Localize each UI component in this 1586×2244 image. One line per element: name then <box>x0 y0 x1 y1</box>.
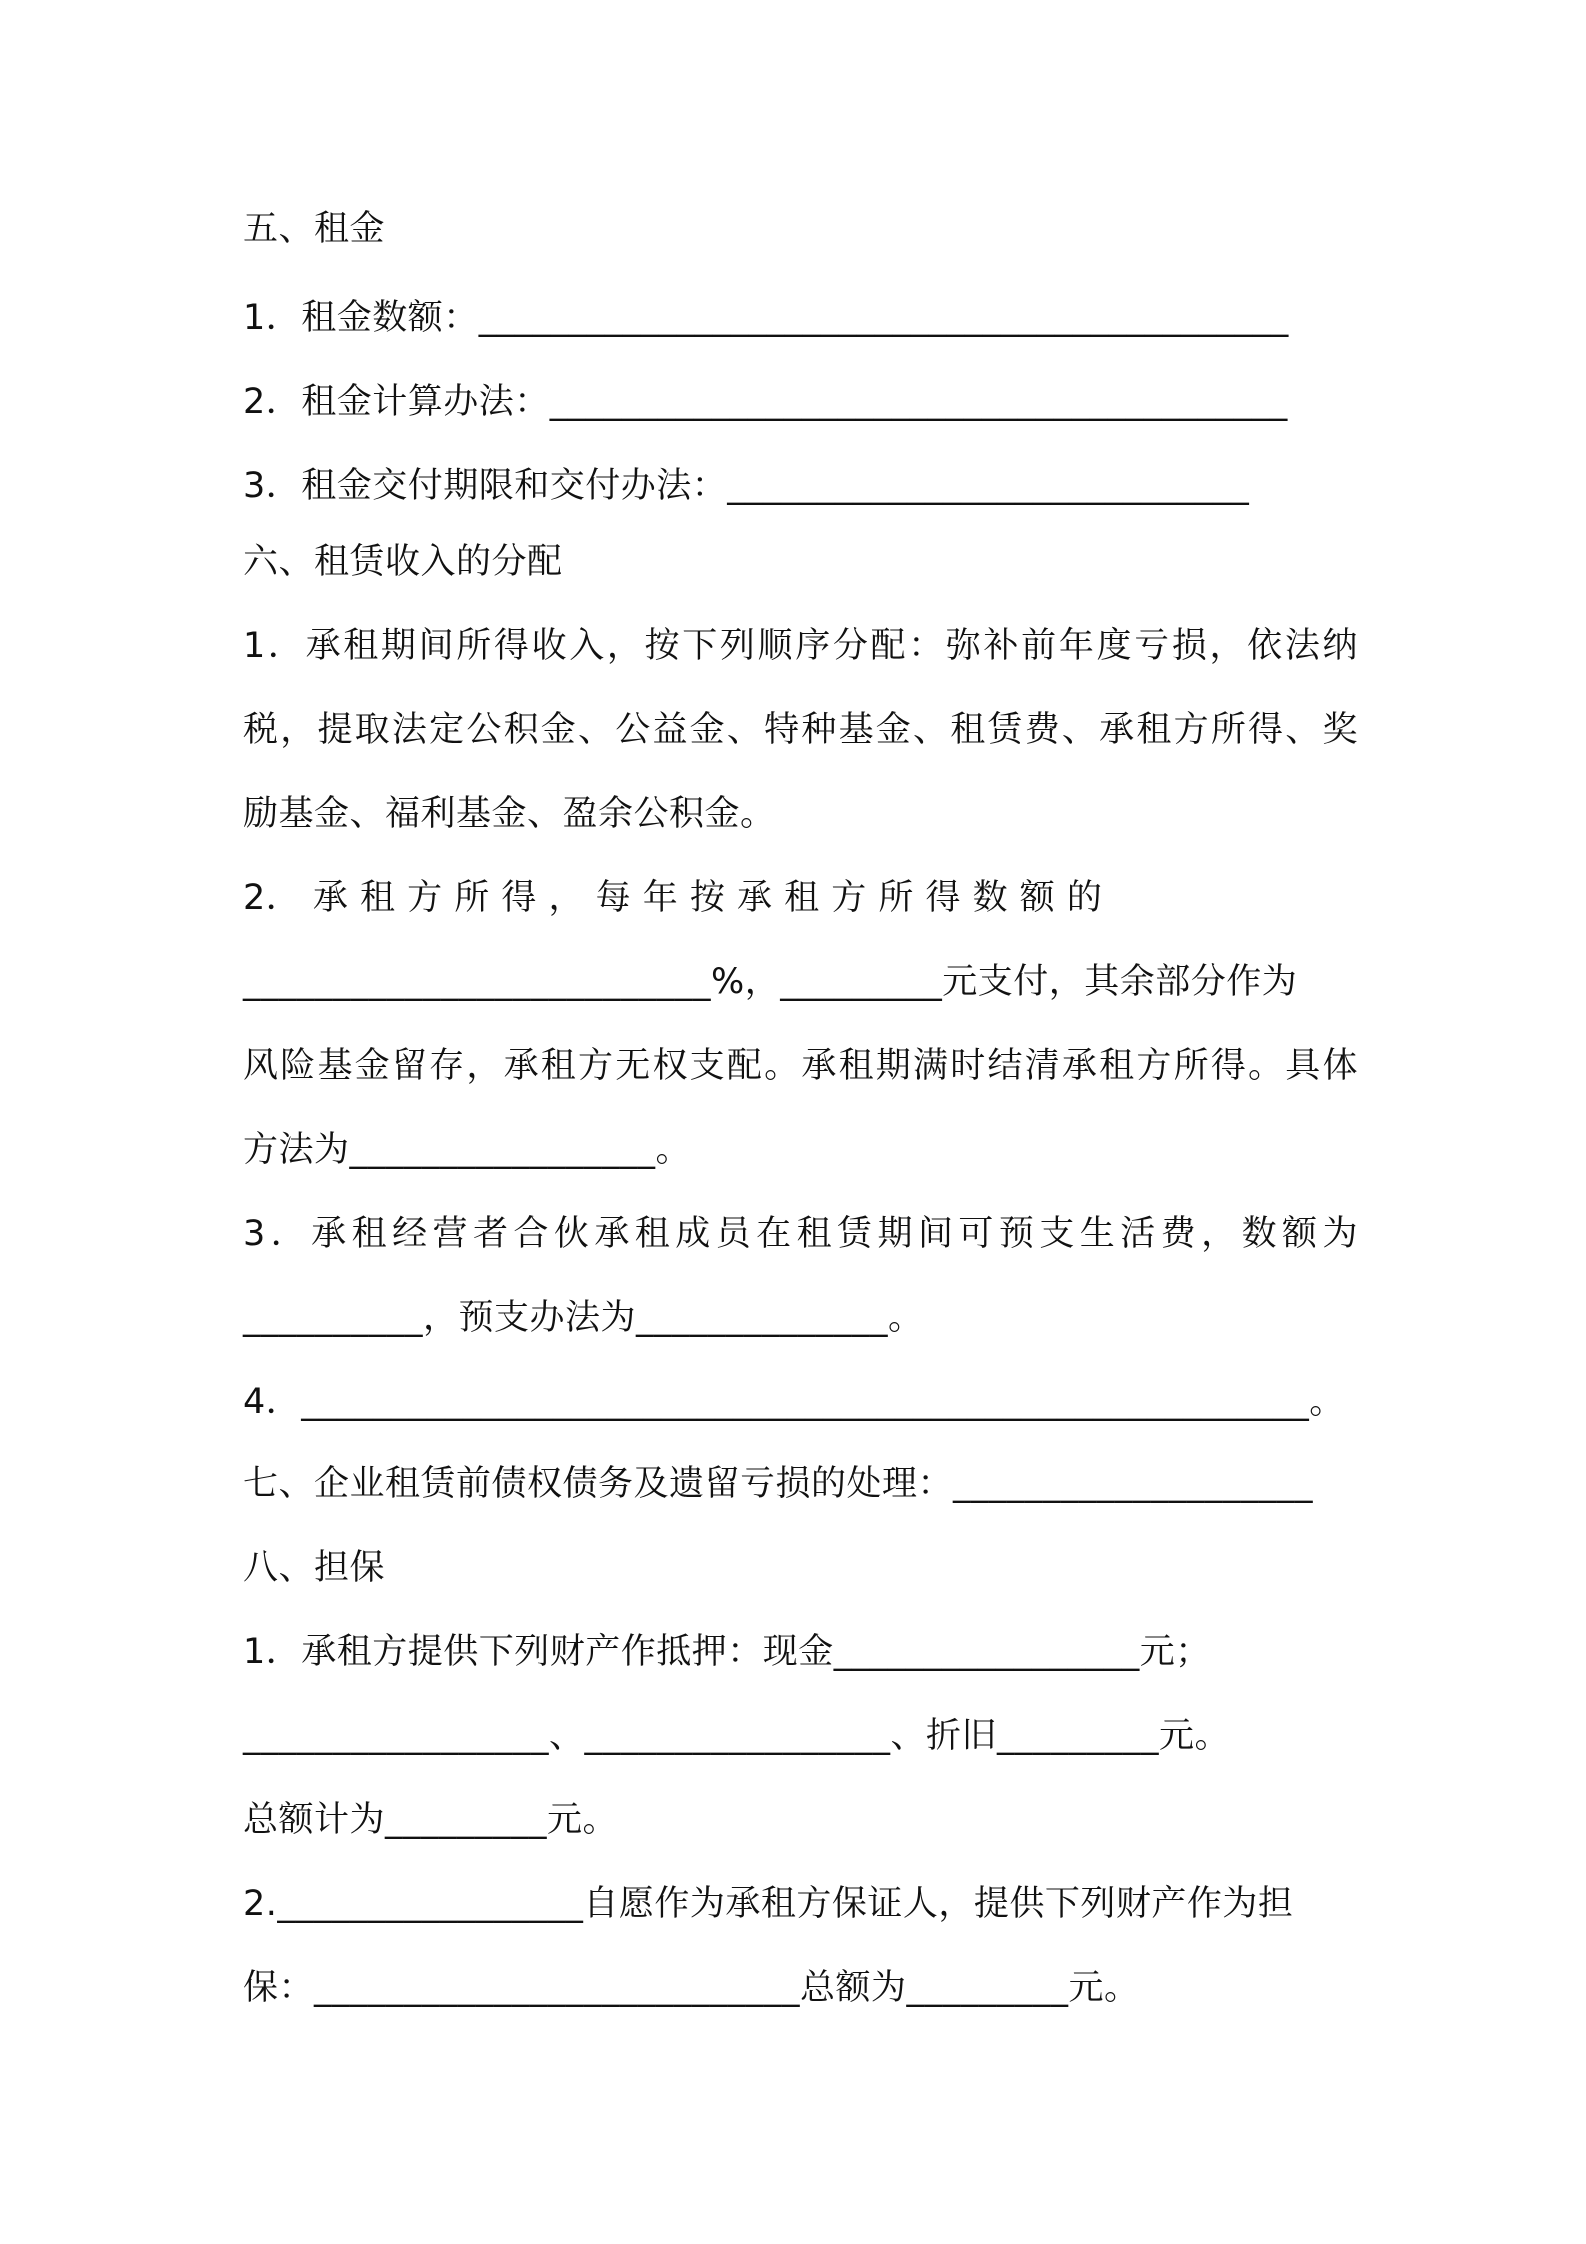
section-7-heading: 七、企业租赁前债权债务及遗留亏损的处理：____________________ <box>243 1464 1314 1504</box>
living-expense-line-2: __________，预支办法为______________。 <box>243 1298 924 1338</box>
section-5-heading: 五、租金 <box>243 209 386 249</box>
lessee-income-line-2: __________________________%，_________元支付，其余部分作为 <box>243 962 1298 1002</box>
rent-amount-line: 1．租金数额：_____________________________________________ <box>243 298 1289 338</box>
guarantor-line-2: 保：___________________________总额为_________元。 <box>243 1968 1140 2008</box>
income-distribution-line-2: 税，提取法定公积金、公益金、特种基金、租赁费、承租方所得、奖 <box>243 710 1358 750</box>
lessee-income-line-3: 风险基金留存，承租方无权支配。承租期满时结清承租方所得。具体 <box>243 1046 1358 1086</box>
lessee-income-line-4: 方法为_________________。 <box>243 1130 692 1170</box>
rent-calculation-line: 2．租金计算办法：_________________________________________ <box>243 382 1288 422</box>
lessee-income-line-1: 2． 承 租 方 所 得 ， 每 年 按 承 租 方 所 得 数 额 的 <box>243 878 1103 918</box>
living-expense-line-1: 3．承租经营者合伙承租成员在租赁期间可预支生活费，数额为 <box>243 1214 1358 1254</box>
mortgage-total-line: 总额计为_________元。 <box>243 1800 619 1840</box>
section-8-heading: 八、担保 <box>243 1548 386 1588</box>
section-6-heading: 六、租赁收入的分配 <box>243 542 563 582</box>
mortgage-line-1: 1．承租方提供下列财产作抵押：现金_________________元； <box>243 1632 1211 1672</box>
mortgage-line-2: _________________、_________________、折旧_________元。 <box>243 1716 1231 1756</box>
income-distribution-line-3: 励基金、福利基金、盈余公积金。 <box>243 794 776 834</box>
rent-payment-line: 3．租金交付期限和交付办法：_____________________________ <box>243 466 1250 506</box>
income-distribution-line-1: 1．承租期间所得收入，按下列顺序分配：弥补前年度亏损，依法纳 <box>243 626 1358 666</box>
guarantor-line-1: 2._________________自愿作为承租方保证人，提供下列财产作为担 <box>243 1884 1294 1924</box>
item-4-line: 4．________________________________________________________。 <box>243 1382 1345 1422</box>
